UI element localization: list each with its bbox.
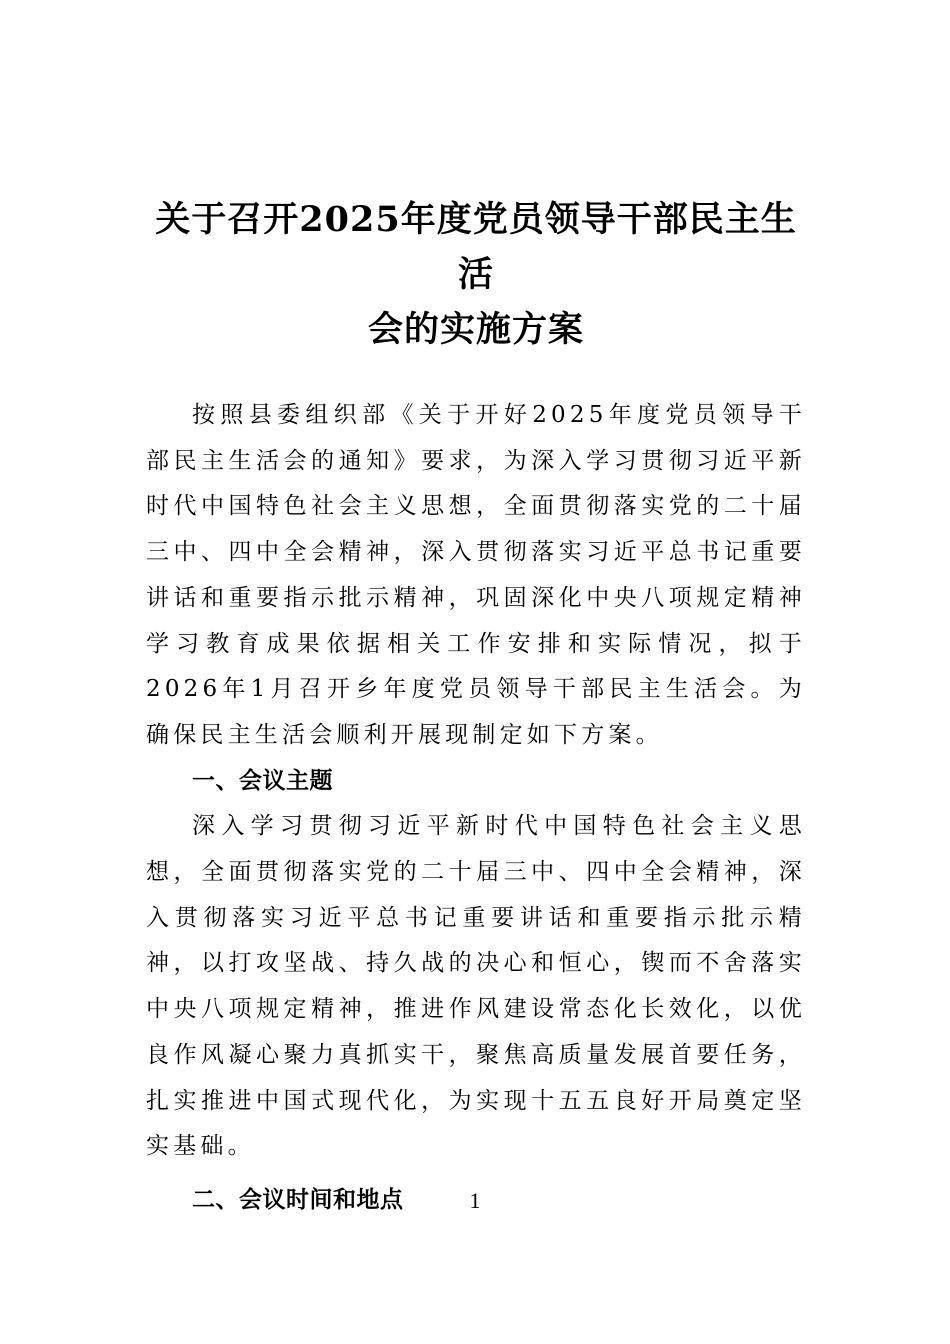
intro-paragraph: 按照县委组织部《关于开好2025年度党员领导干部民主生活会的通知》要求，为深入学习贯彻习近平新时代中国特色社会主义思想，全面贯彻落实党的二十届三中、四中全会精神，深入贯彻落实习近平总书记重要讲话和重要指示批示精神，巩固深化中央八项规定精神学习教育成果依据相关工作安排和实际情况，拟于2026年1月召开乡年度党员领导干部民主生活会。为确保民主生活会顺利开展现制定如下方案。 xyxy=(146,402,806,748)
section-heading-meeting-theme: 一、会议主题 xyxy=(192,767,333,794)
section-heading-meeting-time-place: 二、会议时间和地点 xyxy=(192,1186,404,1213)
title-line-2: 会的实施方案 xyxy=(367,309,584,350)
page-number: 1 xyxy=(469,1188,481,1213)
document-body xyxy=(146,393,806,1224)
document-title xyxy=(146,192,806,357)
title-line-1: 关于召开2025年度党员领导干部民主生活 xyxy=(155,199,797,295)
meeting-theme-paragraph: 深入学习贯彻习近平新时代中国特色社会主义思想，全面贯彻落实党的二十届三中、四中全会精神，深入贯彻落实习近平总书记重要讲话和重要指示批示精神，以打攻坚战、持久战的决心和恒心，锲而不舍落实中央八项规定精神，推进作风建设常态化长效化，以优良作风凝心聚力真抓实干，聚焦高质量发展首要任务，扎实推进中国式现代化，为实现十五五良好开局奠定坚实基础。 xyxy=(146,813,806,1160)
